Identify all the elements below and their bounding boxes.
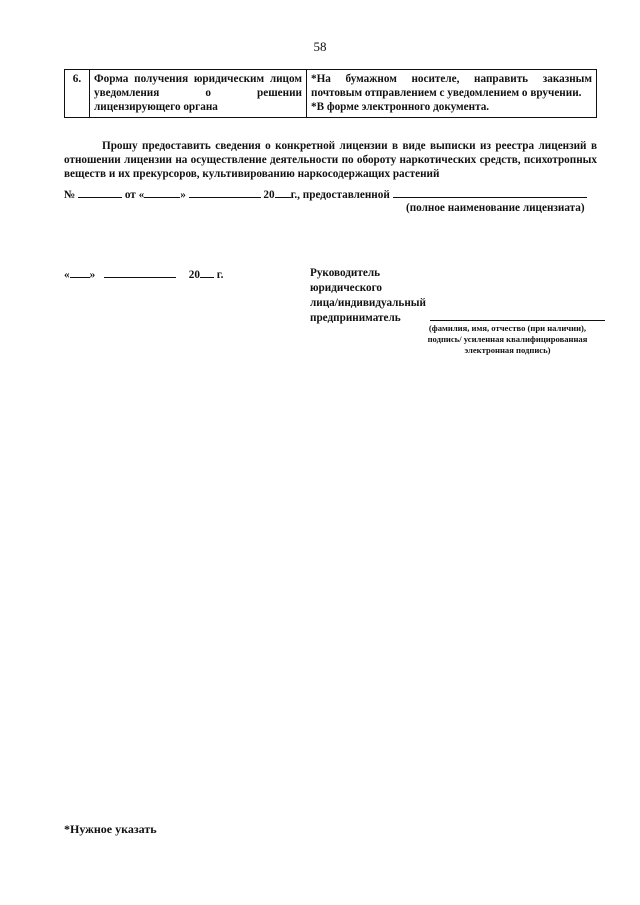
signature-caption — [400, 323, 615, 356]
signer-line-3: лица/индивидуальный — [310, 297, 426, 309]
date-open-quote: « — [64, 269, 70, 281]
field-value — [307, 70, 597, 118]
footnote: *Нужное указать — [64, 822, 157, 836]
date-line — [64, 266, 223, 282]
signature-caption-2: подпись/ усиленная квалифицированная — [427, 334, 588, 344]
date-month-blank — [104, 266, 176, 278]
table-row — [65, 70, 597, 118]
option-electronic: *В форме электронного документа. — [311, 101, 490, 113]
year-blank — [275, 186, 291, 198]
signer-line-2: юридического — [310, 282, 382, 294]
request-paragraph: Прошу предоставить сведения о конкретной лицензии в виде выписки из реестра лицензий в отношении лицензии на осуществление деятельности по обороту наркотических средств, психотропных веществ и их прекурсоров, культивированию наркосодержащих растений — [64, 140, 597, 180]
field-label: Форма получения юридическим лицом уведомления о решении лицензирующего органа — [90, 70, 307, 118]
from-label: от « — [124, 189, 145, 201]
form-table — [64, 69, 597, 118]
row-number: 6. — [65, 70, 90, 118]
signature-caption-1: (фамилия, имя, отчество (при наличии), — [428, 323, 587, 333]
signer-line-1: Руководитель — [310, 267, 381, 279]
date-year-blank — [200, 266, 214, 278]
date-day-blank — [70, 266, 90, 278]
number-label: № — [64, 189, 76, 201]
month-blank — [189, 186, 261, 198]
date-close-quote: » — [89, 269, 96, 281]
license-line — [64, 186, 587, 202]
signer-line-4: предприниматель — [310, 312, 401, 324]
licensee-blank — [393, 186, 587, 198]
day-blank — [144, 186, 180, 198]
page-number: 58 — [313, 39, 327, 54]
option-paper: *На бумажном носителе, направить заказным почтовым отправлением с уведомлением о вручении. — [311, 73, 592, 99]
signer-block — [310, 266, 440, 326]
signature-caption-3: электронная подпись) — [464, 345, 551, 355]
issued-label: г., предоставленной — [290, 189, 390, 201]
year-label: 20 — [263, 189, 275, 201]
number-blank — [78, 186, 122, 198]
licensee-caption: (полное наименование лицензиата) — [406, 202, 585, 214]
signature-line — [430, 320, 605, 321]
date-year-label: 20 — [188, 269, 200, 281]
date-g-label: г. — [216, 269, 224, 281]
close-quote: » — [180, 189, 186, 201]
